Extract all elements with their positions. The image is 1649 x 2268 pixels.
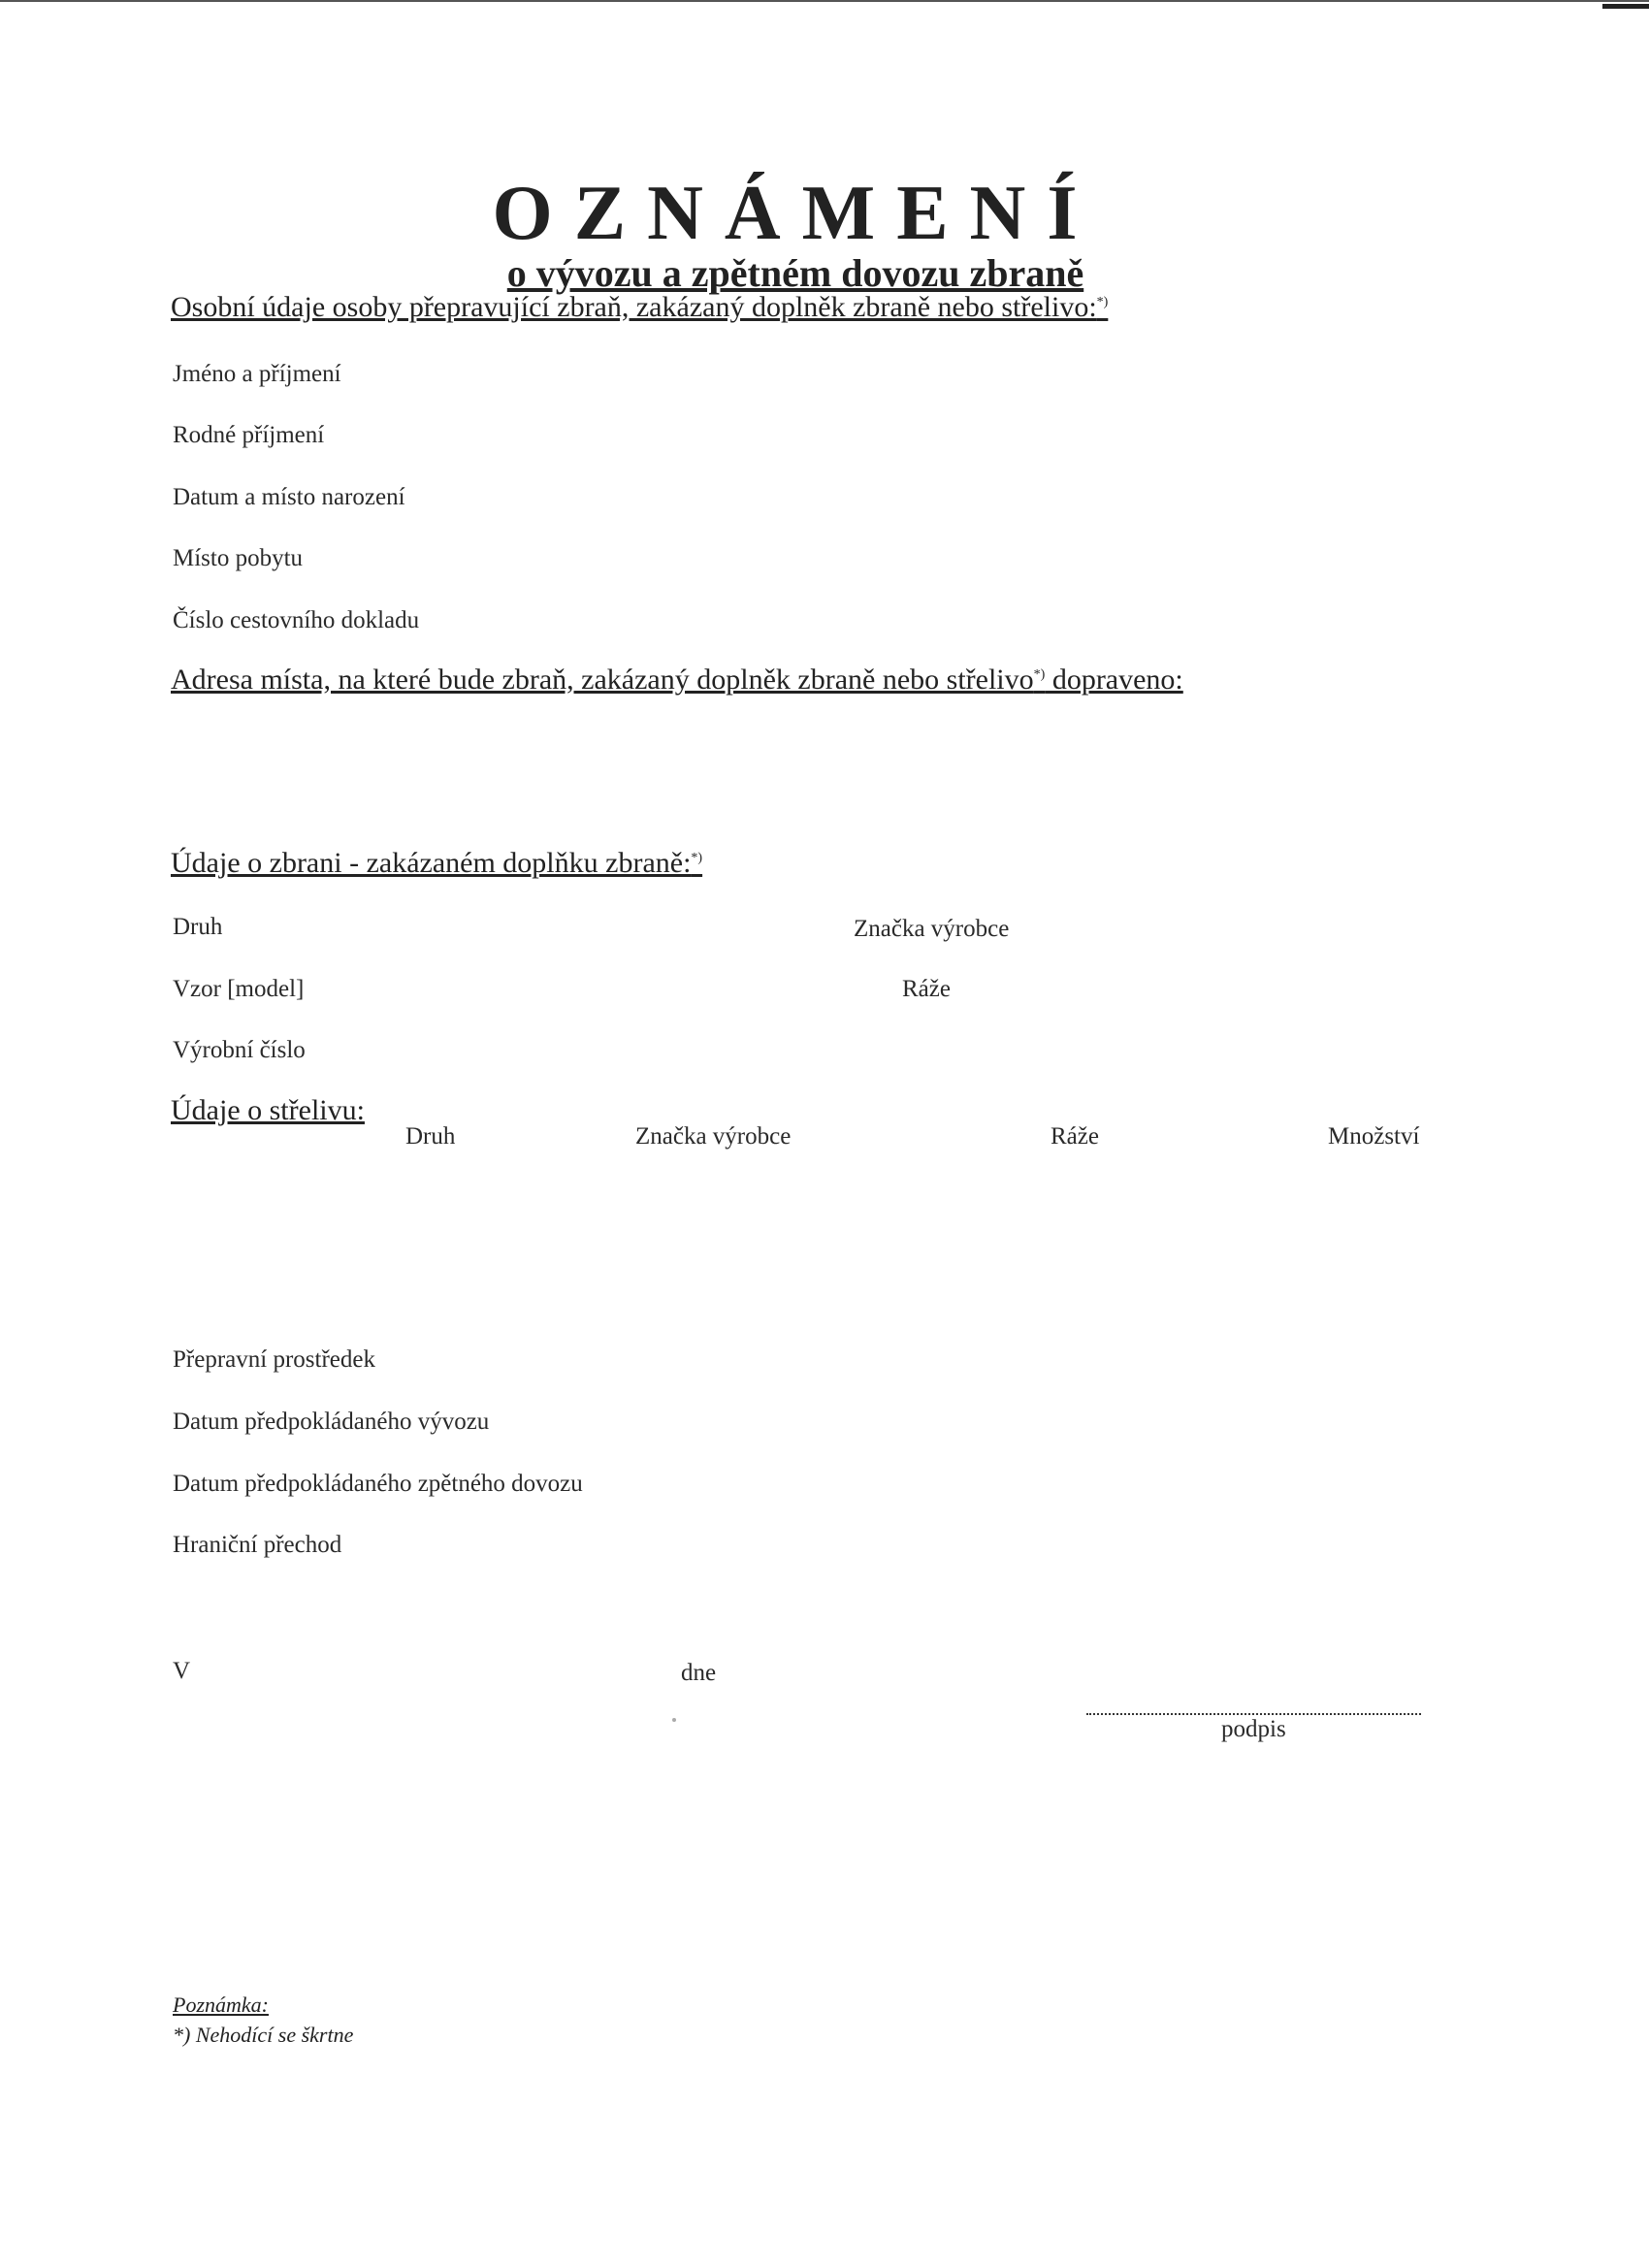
label-date: dne: [681, 1660, 717, 1686]
label-birth-date-place: Datum a místo narození: [173, 484, 405, 510]
scan-speck: [672, 1718, 676, 1722]
label-residence: Místo pobytu: [173, 545, 304, 571]
section-weapon-heading-text: Údaje o zbrani - zakázaném doplňku zbraně:: [171, 847, 692, 879]
label-signature: podpis: [1221, 1716, 1286, 1742]
note-text: *) Nehodící se škrtne: [173, 2023, 354, 2047]
label-ammo-type: Druh: [405, 1123, 456, 1150]
label-ammo-maker: Značka výrobce: [635, 1123, 792, 1150]
label-weapon-type: Druh: [173, 914, 223, 940]
section-personal-heading-text: Osobní údaje osoby přepravující zbraň, zakázaný doplněk zbraně nebo střelivo:: [171, 291, 1097, 323]
signature-line: [1086, 1713, 1421, 1715]
footnote-marker: *): [1033, 667, 1046, 682]
section-weapon-heading: [171, 849, 702, 878]
section-ammo-heading: Údaje o střelivu:: [171, 1094, 365, 1126]
label-passport: Číslo cestovního dokladu: [173, 607, 420, 633]
document-title: OZNÁMENÍ: [492, 171, 1099, 256]
section-address-heading-text: Adresa místa, na které bude zbraň, zakázaný doplněk zbraně nebo střelivo: [171, 664, 1034, 696]
label-weapon-model: Vzor [model]: [173, 976, 305, 1002]
section-address-heading: [171, 665, 1183, 695]
document-subtitle: o vývozu a zpětném dovozu zbraně: [506, 251, 1084, 295]
label-transport: Přepravní prostředek: [173, 1346, 375, 1373]
footnote-marker: *): [691, 851, 703, 865]
label-export-date: Datum předpokládaného vývozu: [173, 1409, 490, 1435]
section-address-heading-text-end: dopraveno:: [1045, 664, 1183, 696]
note-heading: Poznámka:: [173, 1993, 269, 2017]
scan-top-border: [0, 0, 1649, 2]
section-personal-heading: [171, 293, 1108, 322]
label-weapon-caliber: Ráže: [902, 976, 951, 1002]
label-serial-number: Výrobní číslo: [173, 1037, 306, 1063]
label-ammo-caliber: Ráže: [1051, 1123, 1099, 1150]
scan-corner-mark: [1602, 4, 1649, 9]
label-weapon-maker: Značka výrobce: [854, 916, 1010, 942]
label-place: V: [173, 1658, 191, 1684]
label-border-crossing: Hraniční přechod: [173, 1532, 342, 1558]
label-birth-name: Rodné příjmení: [173, 422, 325, 448]
label-name: Jméno a příjmení: [173, 361, 341, 387]
footnote-marker: *): [1096, 295, 1109, 309]
label-reimport-date: Datum předpokládaného zpětného dovozu: [173, 1471, 583, 1497]
label-ammo-quantity: Množství: [1328, 1123, 1420, 1150]
